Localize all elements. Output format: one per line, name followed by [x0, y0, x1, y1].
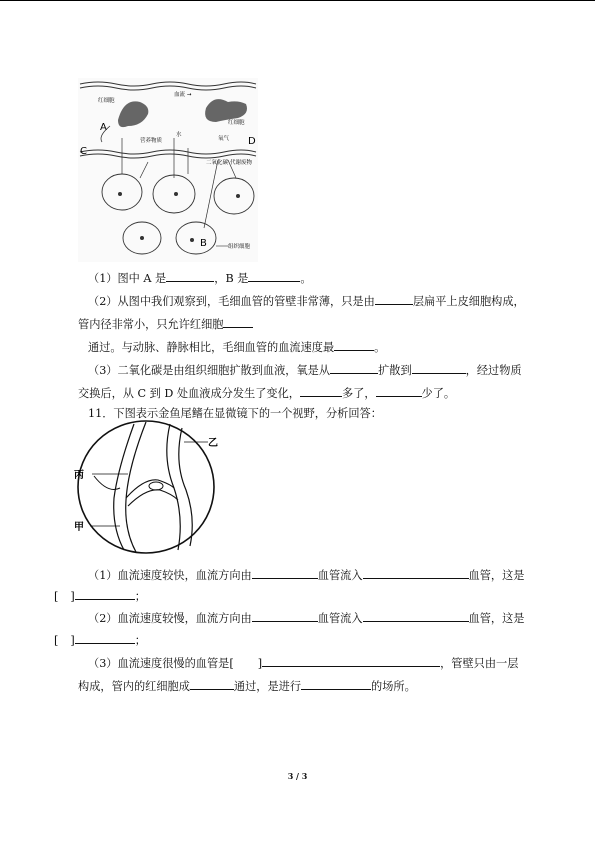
blank-red-cell-pass[interactable]	[223, 316, 253, 328]
blank-11-3-name[interactable]	[262, 655, 440, 667]
blank-oxygen-from[interactable]	[330, 362, 378, 374]
q11-1b-line: [ ] ；	[54, 590, 146, 603]
fig1-label-red-cell: 红细胞	[98, 98, 115, 104]
q11-1a-line: （1）血流速度较快，血流方向由 血管流入 血管，这是	[88, 569, 525, 582]
fig1-label-oxygen: 氧气	[218, 136, 230, 142]
blank-11-1-name[interactable]	[75, 588, 135, 600]
q2c-line: 通过。与动脉、静脉相比，毛细血管的血流速度最 。	[88, 341, 386, 354]
blank-oxygen-to[interactable]	[412, 362, 466, 374]
blank-11-1-to[interactable]	[363, 567, 469, 579]
fig2-label-yi: 乙	[208, 438, 218, 449]
blank-11-2-to[interactable]	[363, 610, 469, 622]
fig2-label-bing: 丙	[74, 470, 84, 481]
blank-11-3-pass[interactable]	[190, 678, 234, 690]
blank-less[interactable]	[376, 385, 422, 397]
q11-2b-line: [ ] ；	[54, 634, 146, 647]
q2a-line: （2）从图中我们观察到，毛细血管的管壁非常薄，只是由 层扁平上皮细胞构成，	[88, 295, 525, 308]
blank-11-1-from[interactable]	[252, 567, 318, 579]
page-number: 3 / 3	[287, 771, 308, 781]
q3b-line: 交换后，从 C 到 D 处血液成分发生了变化， 多了， 少了。	[78, 387, 456, 400]
blank-B[interactable]	[248, 270, 300, 282]
fig1-label-waste: 代谢废物	[230, 160, 253, 166]
blank-11-3-place[interactable]	[301, 678, 371, 690]
fig1-label-D: D	[248, 136, 256, 147]
blank-layers[interactable]	[375, 293, 413, 305]
fig1-label-nutrients: 营养物质	[140, 138, 163, 144]
q3a-line: （3）二氧化碳是由组织细胞扩散到血液，氧是从 扩散到 ，经过物质	[88, 364, 522, 377]
top-rule	[0, 0, 595, 1]
q11-line: 11．下图表示金鱼尾鳍在显微镜下的一个视野，分析回答：	[88, 407, 382, 420]
q11-2a-line: （2）血流速度较慢，血流方向由 血管流入 血管，这是	[88, 612, 525, 625]
fig1-label-B: B	[200, 238, 207, 249]
fig1-label-blood-flow: 血流 →	[174, 92, 192, 98]
fig1-label-co2: 二氧化碳	[206, 160, 229, 166]
fig1-label-A: A	[100, 122, 107, 133]
blank-11-2-from[interactable]	[252, 610, 318, 622]
fig1-label-water: 水	[176, 132, 182, 138]
q1-line: （1）图中 A 是 ，B 是 。	[88, 272, 312, 285]
blank-A[interactable]	[166, 270, 214, 282]
fig1-label-tissue-cell: 组织细胞	[228, 244, 251, 250]
fig1-label-red-cell-2: 红细胞	[228, 120, 245, 126]
blank-flow-speed[interactable]	[334, 339, 374, 351]
fig2-label-jia: 甲	[74, 522, 84, 533]
q2b-line: 管内径非常小，只允许红细胞	[78, 316, 253, 332]
fig1-label-C: C	[80, 146, 87, 157]
q11-3a-line: （3）血流速度很慢的血管是[ ] ，管壁只由一层	[88, 657, 519, 670]
blank-more[interactable]	[300, 385, 342, 397]
blank-11-2-name[interactable]	[75, 632, 135, 644]
goldfish-tail-figure	[74, 418, 220, 556]
capillary-exchange-figure	[78, 78, 258, 262]
q11-3b-line: 构成，管内的红细胞成 通过，是进行 的场所。	[78, 680, 416, 693]
